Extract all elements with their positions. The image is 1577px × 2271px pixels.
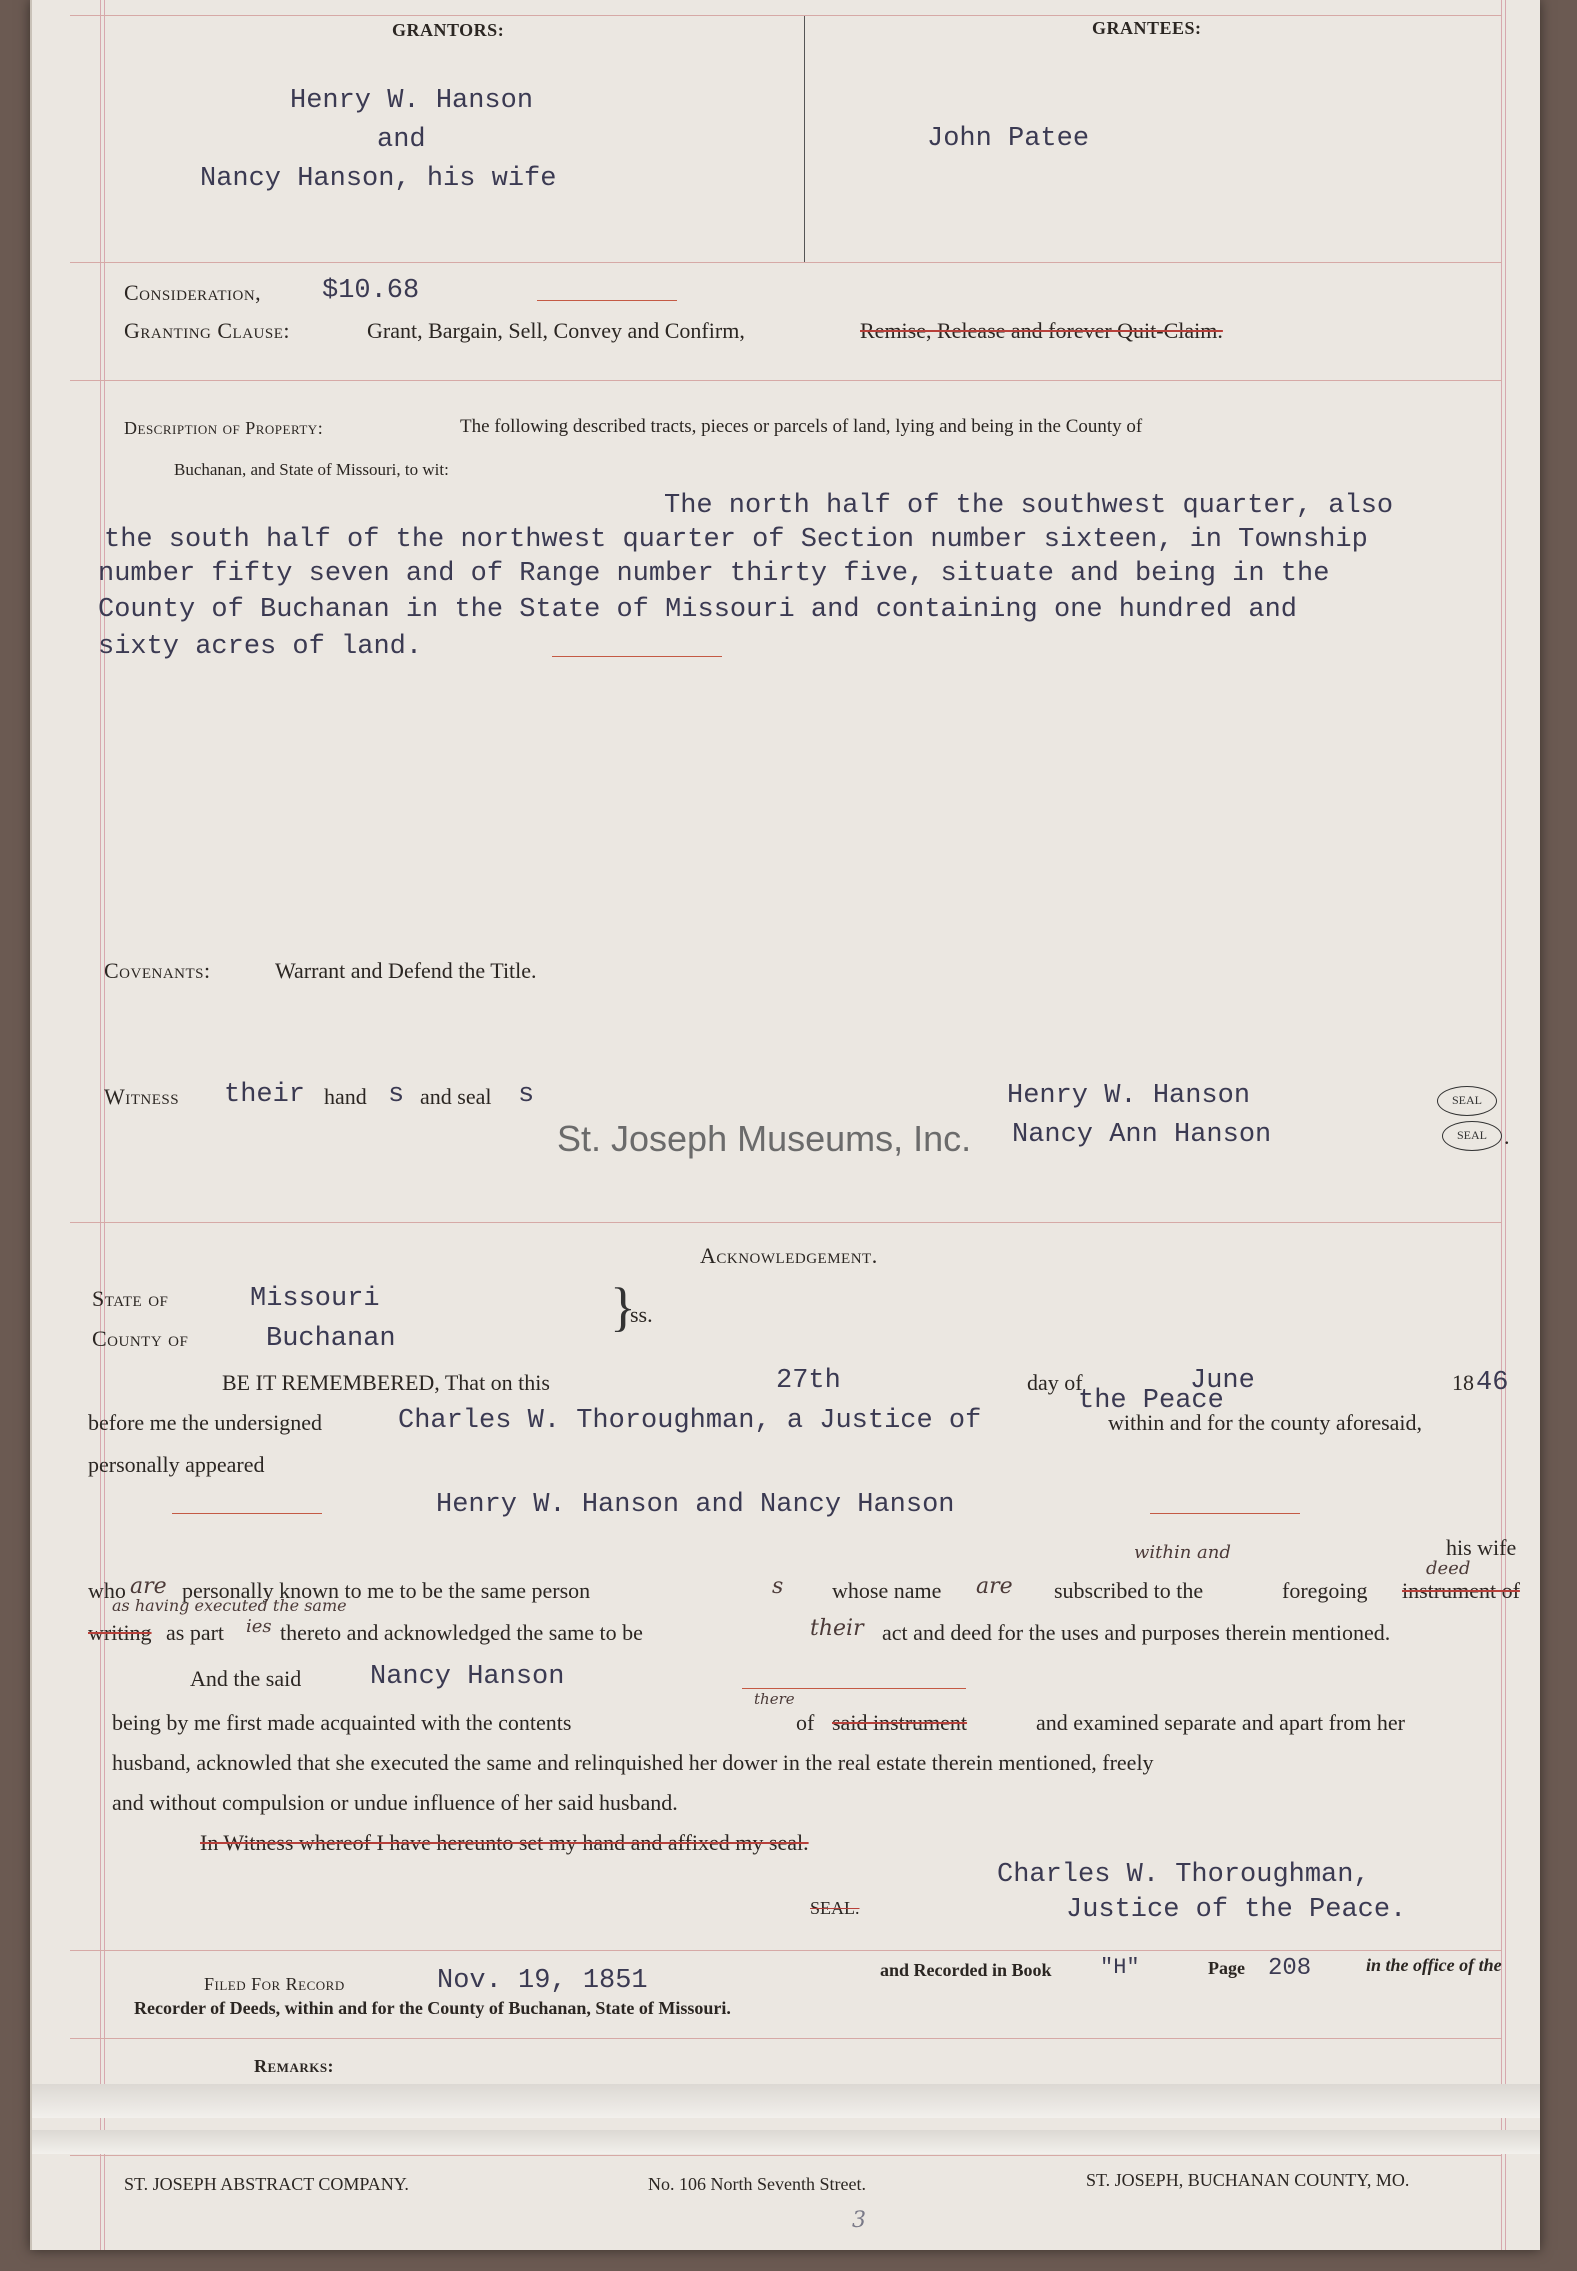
persons-named: Henry W. Hanson and Nancy Hanson [436,1490,955,1520]
page-value: 208 [1268,1955,1312,1982]
be-it-remembered: BE IT REMEMBERED, That on this [222,1370,550,1395]
witness-and-seal: and seal [420,1084,492,1109]
of-word: of [796,1710,815,1735]
there-handwritten: there [754,1690,795,1708]
grantor-line-3: Nancy Hanson, his wife [200,164,557,194]
seal-mark-2: SEAL [1442,1121,1502,1151]
justice-title: Justice of the Peace. [1066,1895,1407,1925]
ack-month: June [1190,1366,1255,1396]
thereto-acknowledged: thereto and acknowledged the same to be [280,1620,643,1645]
are-handwritten-1: are [130,1574,167,1599]
rule-before-filing [70,1950,1502,1951]
before-me: before me the undersigned [88,1410,322,1435]
examined-separate: and examined separate and apart from her [1036,1710,1405,1735]
office-of-the: in the office of the [1366,1955,1502,1975]
covenants-text: Warrant and Defend the Title. [275,958,537,983]
grantees-label: GRANTEES: [1092,18,1202,38]
as-part: as part [166,1620,225,1645]
rule-before-acknowledgement [70,1222,1502,1223]
recorded-in-book: and Recorded in Book [880,1960,1052,1980]
year-prefix: 18 [1452,1370,1474,1395]
day-of: day of [1027,1370,1083,1395]
filed-for-record-label: Filed For Record [204,1974,345,1994]
seal-period: . [1504,1124,1510,1149]
left-margin-rule-2 [104,0,105,2250]
description-intro-1: The following described tracts, pieces or parcels of land, lying and being in the County of [460,416,1143,437]
personally-appeared: personally appeared [88,1452,265,1477]
ss-brace: } [610,1277,636,1337]
whose-name: whose name [832,1578,942,1603]
footer-company: ST. JOSEPH ABSTRACT COMPANY. [124,2174,409,2194]
description-line-1: The north half of the southwest quarter, also [664,491,1394,521]
museum-watermark: St. Joseph Museums, Inc. [557,1118,972,1159]
right-margin-rule [1501,0,1502,2250]
page-fold-stripe [32,2084,1540,2118]
said-name: Nancy Hanson [370,1662,565,1692]
description-line-3: number fifty seven and of Range number thirty five, situate and being in the [98,559,1330,589]
persons-right-line [1150,1513,1300,1514]
persons-left-line [172,1513,322,1514]
rule-before-footer [70,2155,1502,2156]
description-intro-2: Buchanan, and State of Missouri, to wit: [174,460,449,479]
witness-s1: s [388,1080,405,1110]
deed-handwritten: deed [1426,1558,1471,1579]
state-value: Missouri [250,1284,380,1314]
grantor-line-1: Henry W. Hanson [290,86,534,116]
recorder-of-deeds: Recorder of Deeds, within and for the County of Buchanan, State of Missouri. [134,1998,731,2018]
as-having-executed-handwritten: as having executed the same [112,1596,347,1615]
subscribed: subscribed to the [1054,1578,1204,1603]
header-divider [804,15,805,263]
left-margin-rule [100,0,101,2250]
justice-signature: Charles W. Thoroughman, [997,1860,1370,1890]
deed-record-page [30,0,1540,2250]
writing-struck: writing [88,1620,152,1645]
signature-2: Nancy Ann Hanson [1012,1120,1272,1150]
said-name-line [742,1688,966,1689]
instrument-of-struck: instrument of [1402,1578,1520,1603]
in-witness-struck: In Witness whereof I have hereunto set my hand and affixed my seal. [200,1830,809,1855]
consideration-underline [537,300,677,301]
officer-name: Charles W. Thoroughman, a Justice of [398,1406,982,1436]
act-and-deed: act and deed for the uses and purposes therein mentioned. [882,1620,1391,1645]
book-value: "H" [1100,1955,1140,1980]
foregoing: foregoing [1282,1578,1368,1603]
header-top-rule [70,15,1502,16]
witness-their: their [224,1080,306,1110]
county-label: County of [92,1326,189,1351]
description-line-2: the south half of the northwest quarter of Section number sixteen, in Township [104,525,1368,555]
their-handwritten: their [810,1616,864,1641]
within-county: within and for the county aforesaid, [1108,1410,1423,1435]
ss-text: ss. [630,1302,653,1327]
are-handwritten-2: are [976,1574,1013,1599]
witness-hand: hand [324,1084,367,1109]
granting-clause-text: Grant, Bargain, Sell, Convey and Confirm, [367,318,745,343]
husband-acknowledged: husband, acknowled that she executed the same and relinquished her dower in the real estate therein mentioned, freely [112,1750,1154,1775]
within-and-handwritten: within and [1134,1542,1231,1563]
consideration-value: $10.68 [322,276,420,306]
description-line-4: County of Buchanan in the State of Missouri and containing one hundred and [98,595,1297,625]
personally-known: personally known to me to be the same person [182,1578,591,1603]
covenants-label: Covenants: [104,958,211,983]
filed-date: Nov. 19, 1851 [437,1966,648,1996]
seal-mark-1: SEAL [1437,1086,1497,1116]
ack-day: 27th [776,1366,841,1396]
acknowledgement-title: Acknowledgement. [700,1243,878,1268]
rule-after-granting [70,380,1502,381]
grantors-label: GRANTORS: [392,20,505,40]
signature-1: Henry W. Hanson [1007,1081,1251,1111]
being-by-me: being by me first made acquainted with the contents [112,1710,572,1735]
handwritten-page-number: 3 [852,2208,866,2233]
description-end-line [552,656,722,657]
who: who [88,1578,126,1603]
county-value: Buchanan [266,1324,396,1354]
page-fold-stripe-2 [32,2130,1540,2154]
remarks-label: Remarks: [254,2056,335,2076]
rule-before-remarks [70,2038,1502,2039]
page-label: Page [1208,1958,1245,1978]
officer-title-super: the Peace [1078,1386,1224,1416]
rule-after-parties [70,262,1502,263]
footer-address: No. 106 North Seventh Street. [648,2174,866,2194]
granting-clause-struck: Remise, Release and forever Quit-Claim. [860,318,1223,343]
granting-clause-label: Granting Clause: [124,318,290,343]
description-label: Description of Property: [124,418,324,438]
grantor-line-2: and [377,125,426,155]
grantee-line-1: John Patee [927,124,1090,154]
s-handwritten: s [772,1574,784,1599]
state-label: State of [92,1286,169,1311]
witness-s2: s [518,1080,535,1110]
consideration-label: Consideration, [124,280,262,305]
footer-city: ST. JOSEPH, BUCHANAN COUNTY, MO. [1086,2170,1410,2190]
description-line-5: sixty acres of land. [98,632,423,662]
without-compulsion: and without compulsion or undue influence of her said husband. [112,1790,678,1815]
and-the-said: And the said [190,1666,302,1691]
his-wife: his wife [1446,1535,1517,1560]
ies-handwritten: ies [246,1616,272,1637]
witness-label: Witness [104,1084,180,1109]
ack-year: 46 [1476,1368,1509,1398]
said-instrument-struck: said instrument [832,1710,968,1735]
seal-struck: SEAL. [810,1898,860,1918]
